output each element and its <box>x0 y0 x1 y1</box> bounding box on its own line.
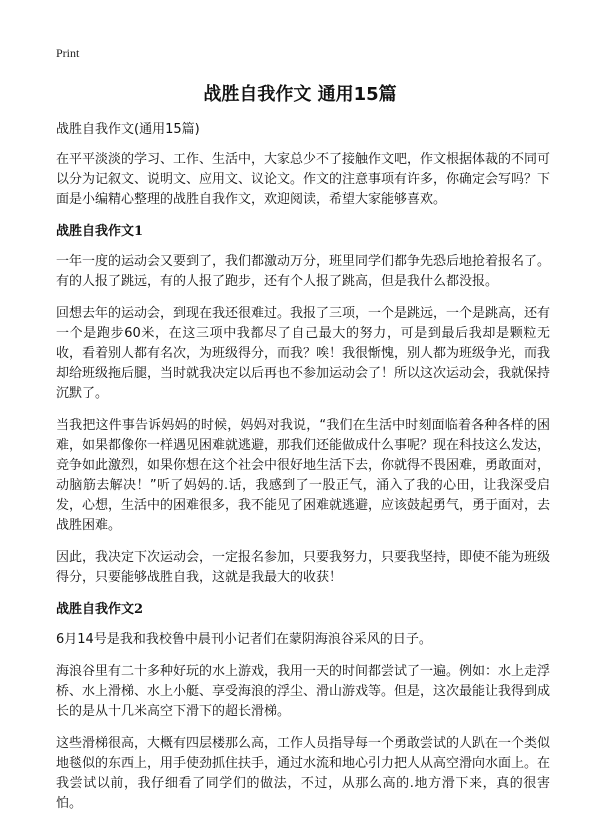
intro-paragraph: 在平平淡淡的学习、工作、生活中，大家总少不了接触作文吧，作文根据体裁的不同可以分为记叙文、说明文、应用文、议论文。作文的注意事项有许多，你确定会写吗？下面是小编精心整理的战胜自我作文，欢迎阅读，希望大家能够喜欢。 <box>56 152 551 207</box>
section-heading: 战胜自我作文1 <box>56 224 144 239</box>
essay-paragraph: 6月14号是我和我校鲁中晨刊小记者们在蒙阴海浪谷采风的日子。 <box>56 632 432 647</box>
essay-paragraph: 这些滑梯很高，大概有四层楼那么高，工作人员指导每一个勇敢尝试的人趴在一个类似地毯似的东西上，用手使劲抓住扶手，通过水流和地心引力把人从高空滑向水面上。在我尝试以前，我仔细看了同学们的做法，不过，从那么高的.地方滑下来，真的很害怕。 <box>56 736 551 811</box>
essay-paragraph: 一年一度的运动会又要到了，我们都激动万分，班里同学们都争先恐后地抢着报名了。有的人报了跳远，有的人报了跑步，还有个人报了跳高，但是我什么都没报。 <box>56 254 551 289</box>
page-title: 战胜自我作文 通用15篇 <box>203 84 397 105</box>
essay-paragraph: 海浪谷里有二十多种好玩的水上游戏，我用一天的时间都尝试了一遍。例如：水上走浮桥、水上滑梯、水上小艇、享受海浪的浮尘、滑山游戏等。但是，这次最能让我得到成长的是从十几米高空下滑下的超长滑梯。 <box>56 664 551 719</box>
print-link[interactable]: Print <box>56 46 80 60</box>
essay-paragraph: 因此，我决定下次运动会，一定报名参加，只要我努力，只要我坚持，即使不能为班级得分，只要能够战胜自我，这就是我最大的收获！ <box>56 550 551 585</box>
essay-section <box>56 222 550 588</box>
article-body <box>56 120 550 826</box>
essay-paragraph: 回想去年的运动会，到现在我还很难过。我报了三项，一个是跳远，一个是跳高，还有一个是跑步60米，在这三项中我都尽了自己最大的努力，可是到最后我却是颗粒无收，看着别人都有名次，为班级得分，而我？唉！我很惭愧，别人都为班级争光，而我却给班级拖后腿，当时就我决定以后再也不参加运动会了！所以这次运动会，我就保持沉默了。 <box>56 306 551 401</box>
essay-section <box>56 600 550 814</box>
section-heading: 战胜自我作文2 <box>56 602 144 617</box>
essay-paragraph: 当我把这件事告诉妈妈的时候，妈妈对我说，“我们在生活中时刻面临着各种各样的困难，如果都像你一样遇见困难就逃避，那我们还能做成什么事呢？现在科技这么发达，竞争如此激烈，如果你想在这个社会中很好地生活下去，你就得不畏困难，勇敢面对，动脑筋去解决！”听了妈妈的.话，我感到了一股正气，涌入了我的心田，让我深受启发，心想，生活中的困难很多，我不能见了困难就逃避，应该鼓起勇气，勇于面对，去战胜困难。 <box>56 418 551 533</box>
article-subtitle: 战胜自我作文(通用15篇) <box>56 122 200 137</box>
